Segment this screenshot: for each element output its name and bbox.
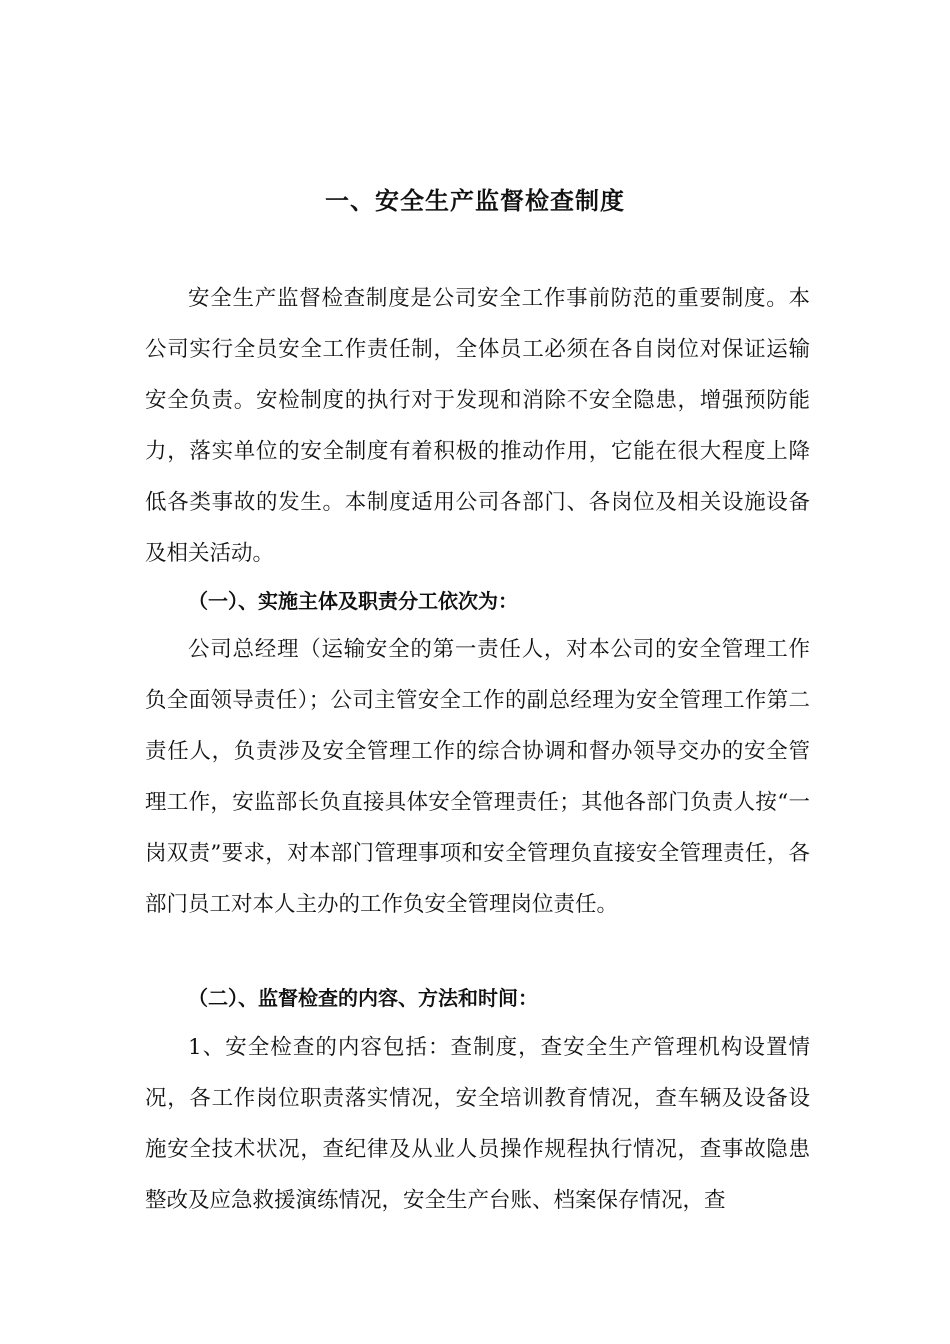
paragraph-intro: [145, 273, 810, 579]
paragraph-intro-text: 安全生产监督检查制度是公司安全工作事前防范的重要制度。本公司实行全员安全工作责任制，全体员工必须在各自岗位对保证运输安全负责。安检制度的执行对于发现和消除不安全隐患，增强预防能力，落实单位的安全制度有着积极的推动作用，它能在很大程度上降低各类事故的发生。本制度适用公司各部门、各岗位及相关设施设备及相关活动。: [145, 286, 810, 566]
paragraph-inspection-content-text: 1、安全检查的内容包括：查制度，查安全生产管理机构设置情况，各工作岗位职责落实情况，安全培训教育情况，查车辆及设备设施安全技术状况，查纪律及从业人员操作规程执行情况，查事故隐患整改及应急救援演练情况，安全生产台账、档案保存情况，查: [145, 1035, 810, 1213]
section-heading-2: （二）、监督检查的内容、方法和时间：: [188, 986, 538, 1010]
document-title: 一、安全生产监督检查制度: [325, 187, 625, 215]
paragraph-responsibilities: [145, 624, 810, 930]
paragraph-responsibilities-text: 公司总经理（运输安全的第一责任人，对本公司的安全管理工作负全面领导责任）；公司主管安全工作的副总经理为安全管理工作第二责任人，负责涉及安全管理工作的综合协调和督办领导交办的安全管理工作，安监部长负直接具体安全管理责任；其他各部门负责人按“一岗双责”要求，对本部门管理事项和安全管理负直接安全管理责任，各部门员工对本人主办的工作负安全管理岗位责任。: [145, 637, 810, 917]
paragraph-inspection-content: [145, 1022, 810, 1226]
section-heading-1: （一）、实施主体及职责分工依次为：: [188, 589, 518, 613]
